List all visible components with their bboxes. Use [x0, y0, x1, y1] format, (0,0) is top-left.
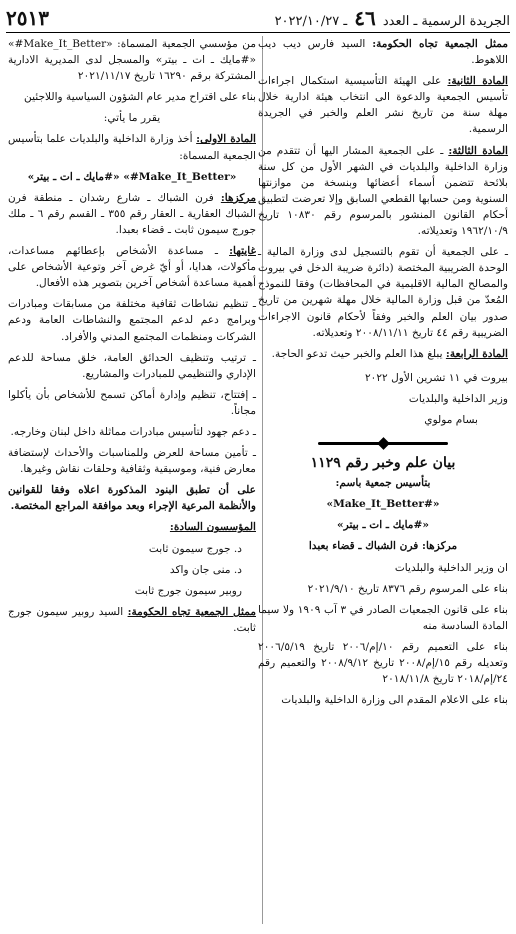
section-separator	[258, 442, 508, 445]
issue-number: ٤٦	[354, 6, 376, 30]
right-column	[258, 36, 508, 713]
notice-hq: مركزها: فرن الشباك ـ قضاء بعبدا	[308, 540, 458, 553]
founders-registration: من مؤسسي الجمعية المسماة: «Make_It_Better#» «#مايك ـ ات ـ بيتر» والمسجل لدى المديرية الادارية المشتركة برقم ١٦٢٩٠ تاريخ ٢٠٢١/١١/١٧	[8, 38, 256, 83]
goal-4: ـ إفتتاح، تنظيم وإدارة أماكن تسمح للأشخاص بأن يأكلوا مجاناً.	[8, 388, 256, 417]
decides-line: يقرر ما يأتي:	[103, 112, 161, 125]
assoc-name-ar: «#مايك ـ ات ـ بيتر»	[337, 519, 429, 532]
notice-title: بيان علم وخبر رقم ١١٢٩	[310, 455, 456, 472]
conditions: على أن تطبق البنود المذكورة اعلاه وفقا للقوانين والأنظمة المرعية الإجراء وبعد موافقة المراجع المختصة.	[8, 484, 256, 513]
hq-paragraph: مركزها: فرن الشباك ـ شارع رشدان ـ منطقة فرن الشباك العقارية ـ العقار رقم ٣٥٥ ـ القسم رقم ٦ ـ ملك جورج سيمون ثابت ـ قضاء بعبدا.	[8, 191, 256, 236]
minister-title: وزير الداخلية والبلديات	[408, 392, 508, 405]
page-number: ٢٥١٣	[6, 6, 49, 30]
goal-5: ـ دعم جهود لتأسيس مبادرات مماثلة داخل لبنان وخارجه.	[10, 425, 256, 438]
basis-4: بناء على الاعلام المقدم الى وزارة الداخلية والبلديات	[281, 694, 508, 707]
issue-date: ٢٠٢٢/١٠/٢٧	[274, 14, 340, 29]
article-3-tax: ـ على الجمعية أن تقوم بالتسجيل لدى وزارة المالية ـ الوحدة الضريبية المختصة (دائرة ضريبة الدخل في بيروت والمصالح المالية الاقليمية في المحافظات) وفقا للنموذج المُعدّ من قبل وزارة المالية خلال مهلة شهرين من تاريخ صدور بيان العلم والخبر وفقاً لأحكام قانون الاجراءات الضريبية رقم ٤٤ تاريخ ٢٠٠٨/١١/١١ وتعديلاته.	[258, 246, 508, 339]
left-column	[8, 36, 256, 641]
article-4: المادة الرابعة: يبلغ هذا العلم والخبر حيث تدعو الحاجة.	[271, 347, 508, 360]
gov-rep-paragraph: ممثل الجمعية تجاه الحكومة: السيد فارس ديب ديب اللاهوط.	[258, 38, 508, 67]
basis-3: بناء على التعميم رقم ١٠/إم/٢٠٠٦ تاريخ ٢٠٠٦/٥/١٩ وتعديله رقم ١٥/إم/٢٠٠٨ تاريخ ٢٠٠٨/٩/١٢ والتعميم رقم ٢٤/إم/٢٠١٨ تاريخ ٢٠١٨/١١/٨	[258, 640, 508, 686]
founder-item: د. جورج سيمون ثابت	[148, 542, 242, 555]
gov-rep-paragraph-left: ممثل الجمعية تجاه الحكومة: السيد روبير سيمون جورج ثابت.	[8, 605, 256, 634]
intro-line: ان وزير الداخلية والبلديات	[394, 561, 508, 574]
founder-item: روبير سيمون جورج ثابت	[134, 584, 242, 597]
goal-2: ـ تنظيم نشاطات ثقافية مختلفة من مسابقات ومبادرات وبرامج دعم لدعم المجتمع والنشاطات العامة ودعم الشركات ومنظمات المجتمع المدني والأفراد.	[8, 298, 256, 343]
article-1: المادة الاولى: أخذ وزارة الداخلية والبلديات علما بتأسيس الجمعية المسماة:	[8, 133, 256, 162]
article-3: المادة الثالثة: ـ على الجمعية المشار اليها أن تتقدم من وزارة الداخلية والبلديات في الشهر الأول من كل سنة بلائحة تتضمن أسماء أعضائها وبنسخة من موازنتها السنوية ومن حسابها القطعي السابق وإلا تعرضت لتطبيق أحكام القانون المنشور بالمرسوم رقم ١٠٨٣٠ تاريخ ١٩٦٢/١٠/٩ وتعديلاته.	[258, 144, 509, 238]
founder-item: د. منى جان واكد	[169, 563, 242, 576]
minister-name: بسام مولوي	[424, 413, 478, 426]
founders-label: المؤسسون السادة:	[169, 521, 256, 534]
goal-1: غايتها: ـ مساعدة الأشخاص بإعطائهم مساعدات، مأكولات، هدايا، أو أيّ غرض آخر وتوعية الأشخاص على أهمية مساعدة أشخاص آخرين بتصوير هذه الأفعال.	[8, 245, 256, 290]
assoc-name-en: «Make_It_Better#»	[326, 498, 440, 511]
goal-6: ـ تأمين مساحة للعرض وللمناسبات والأحداث لإستضافة معارض فنية، وموسيقية وثقافية وحلقات نقاش وغيرها.	[8, 447, 256, 476]
page-header	[6, 6, 510, 33]
article-2: المادة الثانية: على الهيئة التأسيسية استكمال اجراءات تأسيس الجمعية والدعوة الى انتخاب هيئة ادارية خلال مهلة سنة من تاريخ نشر العلم والخبر في الجريدة الرسمية.	[258, 75, 509, 136]
basis-2: بناء على قانون الجمعيات الصادر في ٣ آب ١٩٠٩ ولا سيما المادة السادسة منه	[258, 603, 508, 632]
gazette-title: الجريدة الرسمية ـ العدد ٤٦ ـ ٢٠٢٢/١٠/٢٧	[274, 6, 510, 30]
proposal-line: بناء على اقتراح مدير عام الشؤون السياسية واللاجئين	[24, 91, 256, 104]
notice-subtitle: بتأسيس جمعية باسم:	[335, 477, 431, 490]
assoc-name: «Make_It_Better#» «#مايك ـ ات ـ بيتر»	[27, 170, 237, 183]
basis-1: بناء على المرسوم رقم ٨٣٧٦ تاريخ ٢٠٢١/٩/١٠	[307, 582, 508, 595]
place-date: بيروت في ١١ تشرين الأول ٢٠٢٢	[364, 371, 508, 384]
goal-3: ـ ترتيب وتنظيف الحدائق العامة، خلق مساحة للدعم الإداري والتنظيمي للمبادرات والمشاريع.	[8, 351, 256, 380]
